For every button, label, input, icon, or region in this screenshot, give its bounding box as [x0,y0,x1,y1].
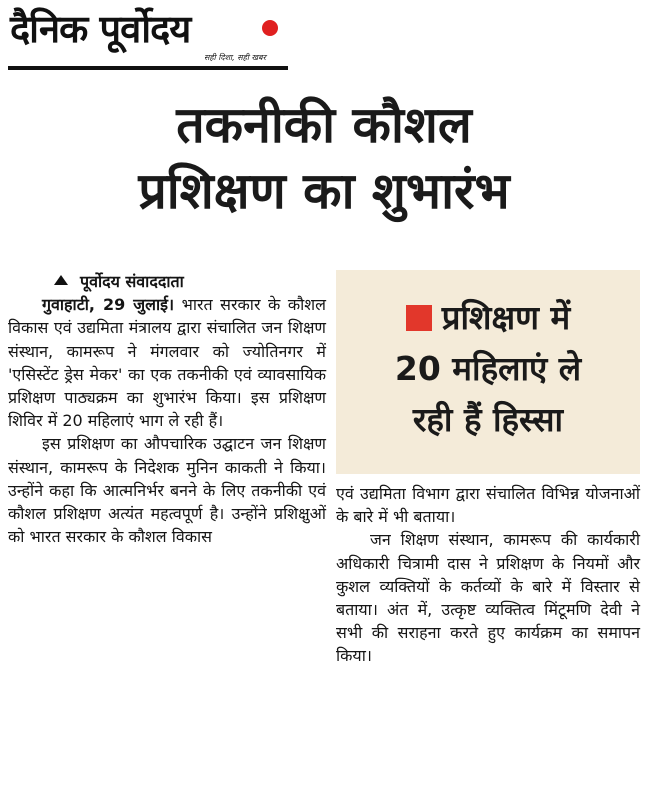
pull-quote-line-3: रही हैं हिस्सा [412,400,564,439]
byline [8,270,326,293]
pull-quote-line-1-text: प्रशिक्षण में [441,298,571,337]
triangle-bullet-icon [54,275,68,285]
pull-quote-line-2: 20 महिलाएं ले [394,349,582,388]
paragraph-1 [8,293,326,432]
dateline: गुवाहाटी, 29 जुलाई। [42,295,175,315]
headline-line-1: तकनीकी कौशल [176,96,472,154]
red-square-bullet-icon [406,305,432,331]
masthead-red-dot-icon [262,20,278,36]
paragraph-2: इस प्रशिक्षण का औपचारिक उद्घाटन जन शिक्षण संस्थान, कामरूप के निदेशक मुनिन काकती ने किया। उन्होंने कहा कि आत्मनिर्भर बनने के लिए तकनीकी एवं कौशल प्रशिक्षण अत्यंत महत्वपूर्ण है। उन्होंने प्रशिक्षुओं को भारत सरकार के कौशल विकास [8,434,326,547]
article-column-left [8,270,326,548]
article-headline [0,92,648,224]
paragraph-4: जन शिक्षण संस्थान, कामरूप की कार्यकारी अधिकारी चित्रामी दास ने प्रशिक्षण के नियमों और कुशल व्यक्तियों के कर्तव्यों के बारे में विस्तार से बताया। अंत में, उत्कृष्ट व्यक्तित्व मिंटूमणि देवी ने सभी की सराहना करते हुए कार्यक्रम का समापन किया। [336,530,640,666]
newspaper-name: दैनिक पूर्वोदय [10,7,191,51]
masthead [8,6,288,72]
newspaper-tagline: सही दिशा, सही खबर [204,53,266,62]
headline-line-2: प्रशिक्षण का शुभारंभ [138,162,510,220]
byline-text: पूर्वोदय संवाददाता [80,272,184,291]
paragraph-1-text: भारत सरकार के कौशल विकास एवं उद्यमिता मंत्रालय द्वारा संचालित जन शिक्षण संस्थान, कामरूप ने मंगलवार को ज्योतिनगर में 'एसिस्टेंट ड्रेस मेकर' का एक तकनीकी एवं व्यावसायिक प्रशिक्षण पाठ्यक्रम का शुभारंभ किया। इस प्रशिक्षण शिविर में 20 महिलाएं भाग ले रही हैं। [8,295,326,431]
masthead-rule [8,66,288,70]
pull-quote-box [336,270,640,474]
pull-quote-line-1 [336,292,640,343]
article-column-right [336,482,640,668]
paragraph-3: एवं उद्यमिता विभाग द्वारा संचालित विभिन्न योजनाओं के बारे में भी बताया। [336,484,640,527]
